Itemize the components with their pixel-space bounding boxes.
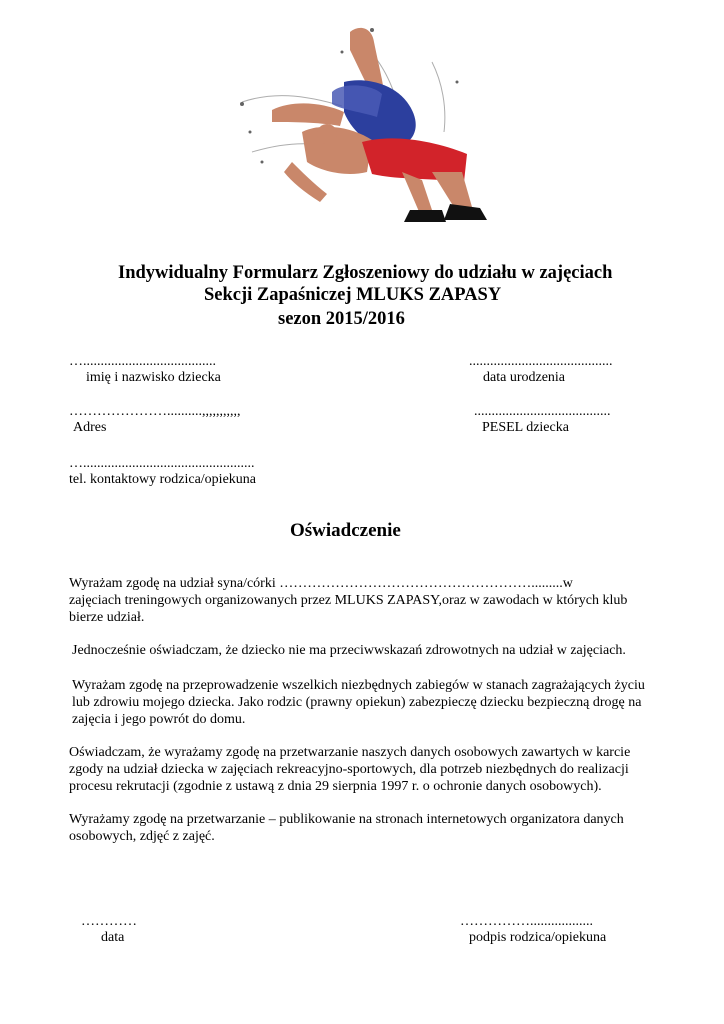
name-field-label: imię i nazwisko dziecka	[86, 370, 221, 385]
declaration-paragraph-4: Oświadczam, że wyrażamy zgodę na przetwarzanie naszych danych osobowych zawartych w karcie zgody na udział dziecka w zajęciach rekreacyjno-sportowych, dla potrzeb niezbędnych do realizacji procesu rekrutacji (zgodnie z ustawą z dnia 29 sierpnia 1997 r. o ochronie danych osobowych).	[69, 745, 631, 794]
pesel-field-label: PESEL dziecka	[482, 420, 569, 435]
declaration-paragraph-1	[69, 575, 654, 626]
paragraph-1-first-line: Wyrażam zgodę na udział syna/córki ……………………………………………….........w	[69, 576, 573, 591]
phone-field-label: tel. kontaktowy rodzica/opiekuna	[69, 472, 256, 487]
pesel-field-line[interactable]: .......................................	[474, 404, 611, 419]
wrestlers-illustration	[232, 22, 504, 230]
address-field-label: Adres	[73, 420, 107, 435]
title-line-3: sezon 2015/2016	[278, 309, 405, 329]
phone-field-line[interactable]: ….................................................	[69, 456, 255, 471]
date-signature-line[interactable]: …………	[81, 914, 137, 929]
birth-date-field-label: data urodzenia	[483, 370, 566, 385]
date-signature-label: data	[101, 930, 125, 945]
paragraph-1-rest: zajęciach treningowych organizowanych przez MLUKS ZAPASY,oraz w zawodach w których klub bierze udział.	[69, 593, 628, 625]
declaration-paragraph-5: Wyrażamy zgodę na przetwarzanie – publikowanie na stronach internetowych organizatora danych osobowych, zdjęć z zajęć.	[69, 812, 624, 844]
parent-signature-label: podpis rodzica/opiekuna	[469, 930, 607, 945]
birth-date-field-line[interactable]: .........................................	[469, 354, 613, 369]
address-field-line[interactable]: …………………..........,,,,,,,,,,,	[69, 404, 241, 419]
declaration-heading: Oświadczenie	[290, 520, 401, 541]
declaration-paragraph-3: Wyrażam zgodę na przeprowadzenie wszelkich niezbędnych zabiegów w stanach zagrażających życiu lub zdrowiu mojego dziecka. Jako rodzic (prawny opiekun) zabezpieczę dziecku bezpieczną drogę na zajęcia i jego powrót do domu.	[72, 678, 645, 727]
title-line-2: Sekcji Zapaśniczej MLUKS ZAPASY	[204, 285, 502, 305]
parent-signature-line[interactable]: ……………..................	[460, 914, 593, 929]
title-line-1: Indywidualny Formularz Zgłoszeniowy do udziału w zajęciach	[118, 263, 613, 283]
name-field-line[interactable]: …......................................	[69, 354, 216, 369]
declaration-paragraph-2: Jednocześnie oświadczam, że dziecko nie ma przeciwwskazań zdrowotnych na udział w zajęciach.	[72, 643, 626, 658]
